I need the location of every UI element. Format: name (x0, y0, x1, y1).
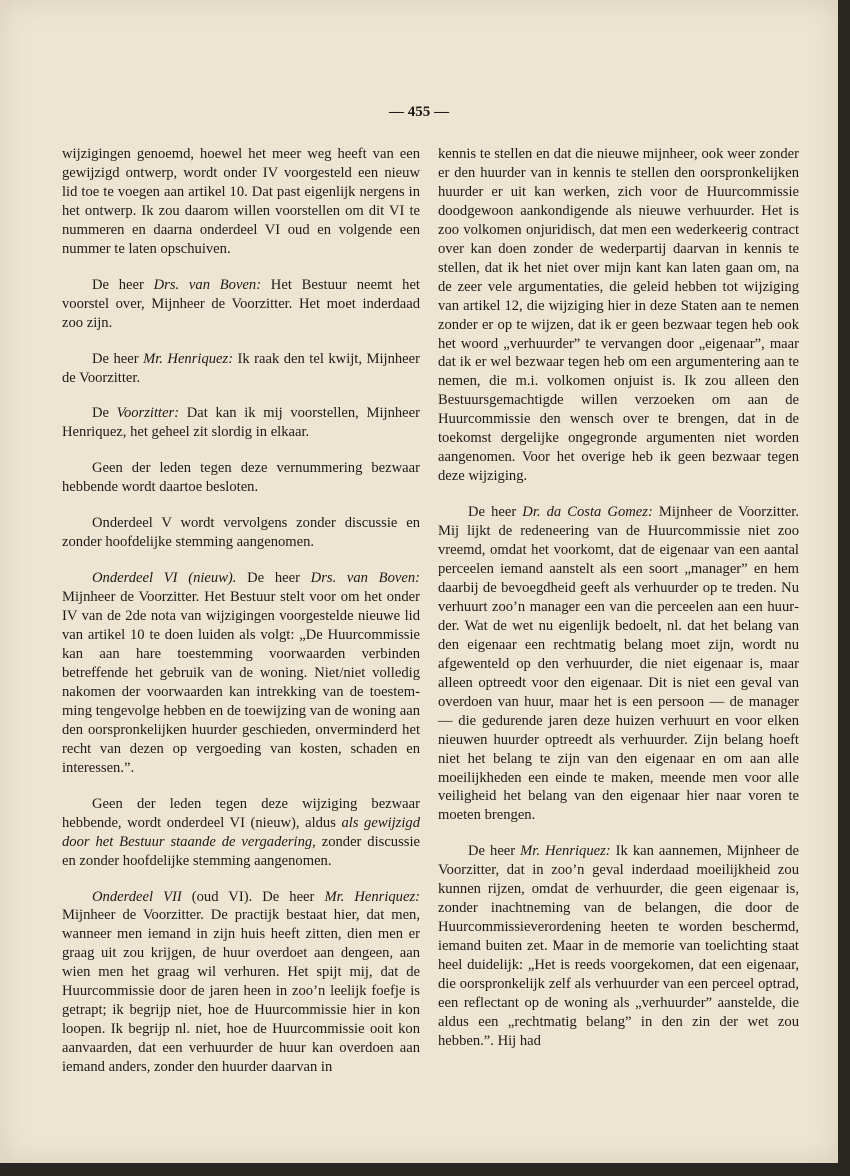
section-heading: Onderdeel VII (92, 888, 182, 905)
section-heading: Onderdeel VI (nieuw). (92, 570, 237, 587)
speaker-name: Drs. van Boven: (153, 276, 262, 293)
speaker-lead: (oud VI). De heer (181, 888, 325, 905)
speaker-name: Mr. Henriquez: (143, 350, 234, 367)
speech-text: Ik raak den tel kwijt, Mijnheer de Voorzitter. (62, 350, 420, 386)
speaker-lead: De (92, 405, 117, 422)
resolution-emphasis: als gewijzigd door het Bestuur staande de vergadering, (62, 814, 421, 850)
paragraph (62, 350, 420, 388)
paragraph: Onderdeel V wordt vervolgens zonder discussie en zonder hoofdelijke stemming aangenomen. (62, 515, 420, 551)
speech-text: Ik kan aannemen, Mijnheer de Voorzitter, dat in zoo’n geval inderdaad moeilijkheid zou kunnen rijzen, omdat de verhuurder, die geen eigenaar is, zonder inachtneming van de belangen, die door de Huurcommissieverordening heeten te worden beschermd, iemand buiten zet. Maar in de memorie van toelichting staat heel duidelijk: „Het is reeds voorgekomen, dat een eigenaar, die oorspronkelijk zelf als verhuurder van een perceel optrad, een reflectant op de woning als „verhuurder” aanstelde, die aldus een „rechtmatig belang” in den zin der wet zou hebben.”. Hij had (438, 843, 799, 1049)
right-column (438, 145, 799, 1068)
speaker-name: Mr. Henriquez: (520, 843, 611, 860)
paragraph (62, 888, 420, 1078)
speaker-name: Drs. van Boven: (310, 570, 420, 587)
speaker-lead: De heer (468, 504, 523, 521)
speaker-lead: De heer (92, 276, 154, 293)
paragraph (62, 569, 420, 777)
speaker-lead: De heer (236, 570, 311, 587)
paragraph: kennis te stellen en dat die nieuwe mijnheer, ook weer zonder er den huurder van in kennis te stellen den oorspronkelijken huurder er uit kan werken, zich voor de Huurcommissie doodgewoon aankondigende als nieuwe verhuurder. Het is zoo volkomen onjuridisch, dat men een wederkeerig contract over kan doen zonder de wederpartij daarvan in kennis te stellen, dat ik het niet over mijn kant kan laten gaan om, na de zeer vele argumentaties, die geleid hebben tot wijziging van artikel 12, die wijziging hier in deze Staten aan te nemen zonder er op te wijzen, dat ik er geen bezwaar tegen heb ook het woord „verhuurder” te vervangen door „eigenaar”, maar dat ik er wel bezwaar tegen heb om een argumentering aan te nemen, die m.i. volkomen onjuist is. Ik zou alleen den Bestuursgemachtigde willen verzoeken om aan de Huurcommissie den wensch over te brengen, dat in de toekomst dergelijke ongegronde argumenten niet worden aangenomen. Voor het overige heb ik geen bezwaar tegen deze wijziging. (438, 146, 799, 485)
speech-text: Mijnheer de Voorzitter. De practijk bestaat hier, dat men, wanneer men iemand in zijn huis heeft zitten, dien men er graag uit zou krijgen, de huur overdoet aan dengeen, aan wien men het graag wil verhuren. Het spijt mij, dat de Huurcommissie door de jaren heen in zoo’n leelijk foefje is getrapt; ik begrijp niet, hoe de Huurcommissie hier in kon loopen. Ik begrijp nl. niet, hoe de Huurcommissie ooit kon aanvaarden, dat een verhuurder de huur kan overdoen aan iemand anders, zonder den huurder daarvan in (62, 907, 420, 1076)
paragraph (62, 795, 420, 871)
paragraph (62, 276, 420, 333)
speaker-name: Mr. Henriquez: (324, 888, 420, 905)
paragraph: wijzigingen genoemd, hoewel het meer weg heeft van een gewijzigd ontwerp, wordt onder IV voorgesteld een nieuw lid toe te voegen aan artikel 10. Dat past eigenlijk nergens in het ontwerp. Ik zou daarom willen voorstellen om dit VI te nummeren en daarna onderdeel VI oud en volgende een nummer te laten opschuiven. (62, 146, 420, 257)
paragraph: Geen der leden tegen deze vernummering bezwaar hebbende wordt daartoe besloten. (62, 460, 420, 496)
speaker-lead: De heer (92, 350, 144, 367)
paragraph (438, 503, 799, 825)
speech-text: Mijnheer de Voorzitter. Het Bestuur stelt voor om het onder IV van de 2de nota van wijzigingen voorgestelde nieuwe lid van artikel 10 te doen luiden als volgt: „De Huurcommissie kan aan hare toestemming voorwaarden verbinden betreffende het gebruik van de woning. Niet/niet volledig nakomen der voorwaarden kan intrekking van de toestemming tengevolge hebben en de toewijzing van de woning aan den oorspronkelijken huurder geschieden, onverminderd het recht van dezen op vergoeding van kosten, schaden en interessen.”. (62, 589, 420, 776)
speaker-name: Dr. da Costa Gomez: (522, 504, 653, 521)
resolution-text: Geen der leden tegen deze wijziging bezwaar hebbende, wordt onderdeel VI (nieuw), aldus (62, 795, 420, 831)
speech-text: Dat kan ik mij voorstellen, Mijnheer Henriquez, het geheel zit slordig in elkaar. (62, 405, 420, 441)
paragraph (438, 842, 799, 1050)
speech-text: Mijnheer de Voorzitter. Mij lijkt de redeneering van de Huurcommissie niet zoo vreemd, omdat het voorkomt, dat de eigenaar van een aantal perceelen iemand aanstelt als een soort „manager” en hem daarbij de bevoegdheid geeft als verhuurder op te treden. Nu verhuurt zoo’n manager een van die perceelen aan een huurder. Wat de wet nu eigenlijk bedoelt, nl. dat het belang van den eigenaar een rechtmatig belang moet zijn, wordt nu afgewenteld op den verhuurder, die niet eigenaar is, maar alleen optreedt voor den eigenaar. Dit is niet een geval van overdoen van huur, maar het is een persoon — de manager — die gedurende jaren deze huizen verhuurt en voor elken nieuwen huurder optreedt als verhuurder. Zijn belang hoeft niet het belang te zijn van den eigenaar en om aan alle moeilijkheden een einde te maken, meende men voor alle veiligheid het belang van den eigenaar hier naar voren te moeten brengen. (438, 504, 799, 824)
speaker-name: Voorzitter: (116, 405, 180, 422)
paragraph (62, 404, 420, 442)
left-column (62, 145, 420, 1094)
page-number: — 455 — (389, 104, 449, 120)
speaker-lead: De heer (468, 843, 521, 860)
speech-text: Het Bestuur neemt het voorstel over, Mijnheer de Voorzitter. Het moet inderdaad zoo zijn. (62, 276, 420, 331)
resolution-tail: zonder discussie en zonder hoofdelijke stemming aangenomen. (62, 833, 420, 869)
